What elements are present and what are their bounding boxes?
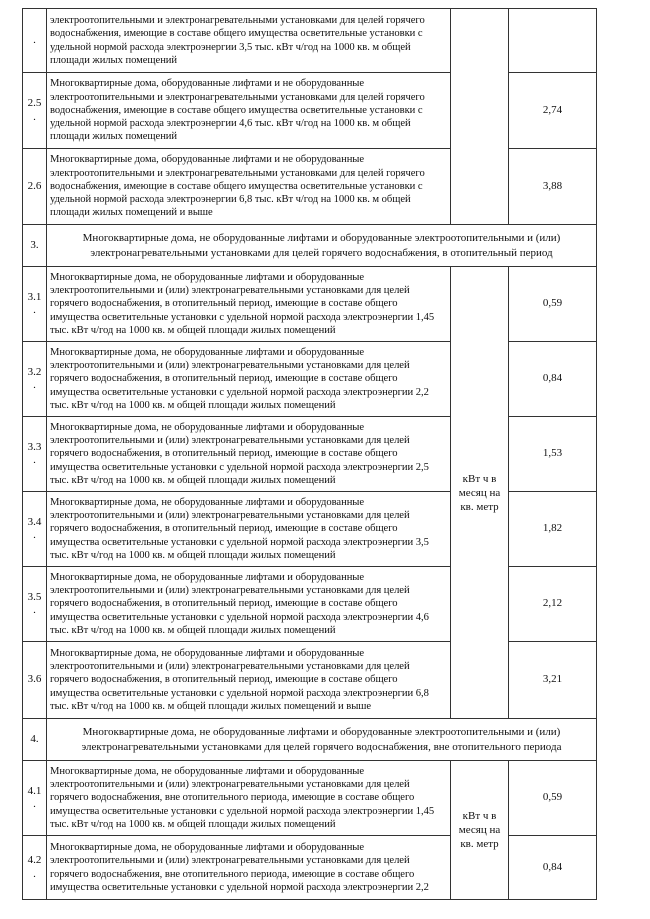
section-number: 4. — [23, 719, 47, 761]
section-header-row — [23, 225, 597, 267]
row-value: 1,82 — [509, 492, 597, 567]
unit-cell: кВт ч в месяц на кв. метр — [451, 761, 509, 900]
table-row — [23, 417, 597, 492]
row-number: 3.2 . — [23, 342, 47, 417]
row-number: 3.1 . — [23, 267, 47, 342]
row-description: Многоквартирные дома, не оборудованные лифтами и оборудованные электроотопительными и (или) электронагревательными установками для целей горячего водоснабжения, в отопительный период, имеющие в составе общего имущества осветительные установки с удельной нормой расхода электроэнергии 4,6 тыс. кВт ч/год на 1000 кв. м общей площади жилых помещений — [47, 567, 451, 642]
row-description: Многоквартирные дома, не оборудованные лифтами и оборудованные электроотопительными и (или) электронагревательными установками для целей горячего водоснабжения, в отопительный период, имеющие в составе общего имущества осветительные установки с удельной нормой расхода электроэнергии 2,2 тыс. кВт ч/год на 1000 кв. м общей площади жилых помещений — [47, 342, 451, 417]
row-description: Многоквартирные дома, не оборудованные лифтами и оборудованные электроотопительными и (или) электронагревательными установками для целей горячего водоснабжения, в отопительный период, имеющие в составе общего имущества осветительные установки с удельной нормой расхода электроэнергии 3,5 тыс. кВт ч/год на 1000 кв. м общей площади жилых помещений — [47, 492, 451, 567]
norms-table — [22, 8, 597, 900]
table-row — [23, 267, 597, 342]
row-number: 4.2 . — [23, 836, 47, 900]
row-number: 3.5 . — [23, 567, 47, 642]
row-number: 2.6 — [23, 149, 47, 225]
table-row — [23, 73, 597, 149]
row-value: 0,84 — [509, 836, 597, 900]
row-number: . — [23, 9, 47, 73]
row-description: Многоквартирные дома, не оборудованные лифтами и оборудованные электроотопительными и (или) электронагревательными установками для целей горячего водоснабжения, вне отопительного периода, имеющие в составе общего имущества осветительные установки с удельной нормой расхода электроэнергии 2,2 — [47, 836, 451, 900]
row-description: Многоквартирные дома, не оборудованные лифтами и оборудованные электроотопительными и (или) электронагревательными установками для целей горячего водоснабжения, в отопительный период, имеющие в составе общего имущества осветительные установки с удельной нормой расхода электроэнергии 6,8 тыс. кВт ч/год на 1000 кв. м общей площади жилых помещений и выше — [47, 642, 451, 719]
row-value: 0,84 — [509, 342, 597, 417]
table-row — [23, 9, 597, 73]
row-value — [509, 9, 597, 73]
row-value: 1,53 — [509, 417, 597, 492]
row-value: 2,12 — [509, 567, 597, 642]
table-row — [23, 642, 597, 719]
table-row — [23, 342, 597, 417]
row-number: 3.4 . — [23, 492, 47, 567]
row-number: 3.3 . — [23, 417, 47, 492]
row-description: Многоквартирные дома, оборудованные лифтами и не оборудованные электроотопительными и электронагревательными установками для целей горячего водоснабжения, имеющие в составе общего имущества осветительные установки с удельной нормой расхода электроэнергии 4,6 тыс. кВт ч/год на 1000 кв. м общей площади жилых помещений — [47, 73, 451, 149]
row-value: 3,88 — [509, 149, 597, 225]
row-description: Многоквартирные дома, не оборудованные лифтами и оборудованные электроотопительными и (или) электронагревательными установками для целей горячего водоснабжения, вне отопительного периода, имеющие в составе общего имущества осветительные установки с удельной нормой расхода электроэнергии 1,45 тыс. кВт ч/год на 1000 кв. м общей площади жилых помещений — [47, 761, 451, 836]
row-number: 2.5 . — [23, 73, 47, 149]
section-header-row — [23, 719, 597, 761]
section-title: Многоквартирные дома, не оборудованные лифтами и оборудованные электроотопительными и (или) электронагревательными установками для целей горячего водоснабжения, вне отопительного периода — [47, 719, 597, 761]
row-number: 3.6 — [23, 642, 47, 719]
row-description: Многоквартирные дома, не оборудованные лифтами и оборудованные электроотопительными и (или) электронагревательными установками для целей горячего водоснабжения, в отопительный период, имеющие в составе общего имущества осветительные установки с удельной нормой расхода электроэнергии 1,45 тыс. кВт ч/год на 1000 кв. м общей площади жилых помещений — [47, 267, 451, 342]
row-description: электроотопительными и электронагревательными установками для целей горячего водоснабжения, имеющие в составе общего имущества осветительные установки с удельной нормой расхода электроэнергии 3,5 тыс. кВт ч/год на 1000 кв. м общей площади жилых помещений — [47, 9, 451, 73]
row-value: 0,59 — [509, 761, 597, 836]
table-row — [23, 761, 597, 836]
row-value: 2,74 — [509, 73, 597, 149]
row-number: 4.1 . — [23, 761, 47, 836]
unit-cell: кВт ч в месяц на кв. метр — [451, 267, 509, 719]
row-description: Многоквартирные дома, не оборудованные лифтами и оборудованные электроотопительными и (или) электронагревательными установками для целей горячего водоснабжения, в отопительный период, имеющие в составе общего имущества осветительные установки с удельной нормой расхода электроэнергии 2,5 тыс. кВт ч/год на 1000 кв. м общей площади жилых помещений — [47, 417, 451, 492]
section-title: Многоквартирные дома, не оборудованные лифтами и оборудованные электроотопительными и (или) электронагревательными установками для целей горячего водоснабжения, в отопительный период — [47, 225, 597, 267]
section-number: 3. — [23, 225, 47, 267]
row-value: 0,59 — [509, 267, 597, 342]
unit-cell — [451, 9, 509, 225]
row-value: 3,21 — [509, 642, 597, 719]
table-row — [23, 149, 597, 225]
table-row — [23, 836, 597, 900]
table-row — [23, 567, 597, 642]
table-row — [23, 492, 597, 567]
row-description: Многоквартирные дома, оборудованные лифтами и не оборудованные электроотопительными и электронагревательными установками для целей горячего водоснабжения, имеющие в составе общего имущества осветительные установки с удельной нормой расхода электроэнергии 6,8 тыс. кВт ч/год на 1000 кв. м общей площади жилых помещений и выше — [47, 149, 451, 225]
